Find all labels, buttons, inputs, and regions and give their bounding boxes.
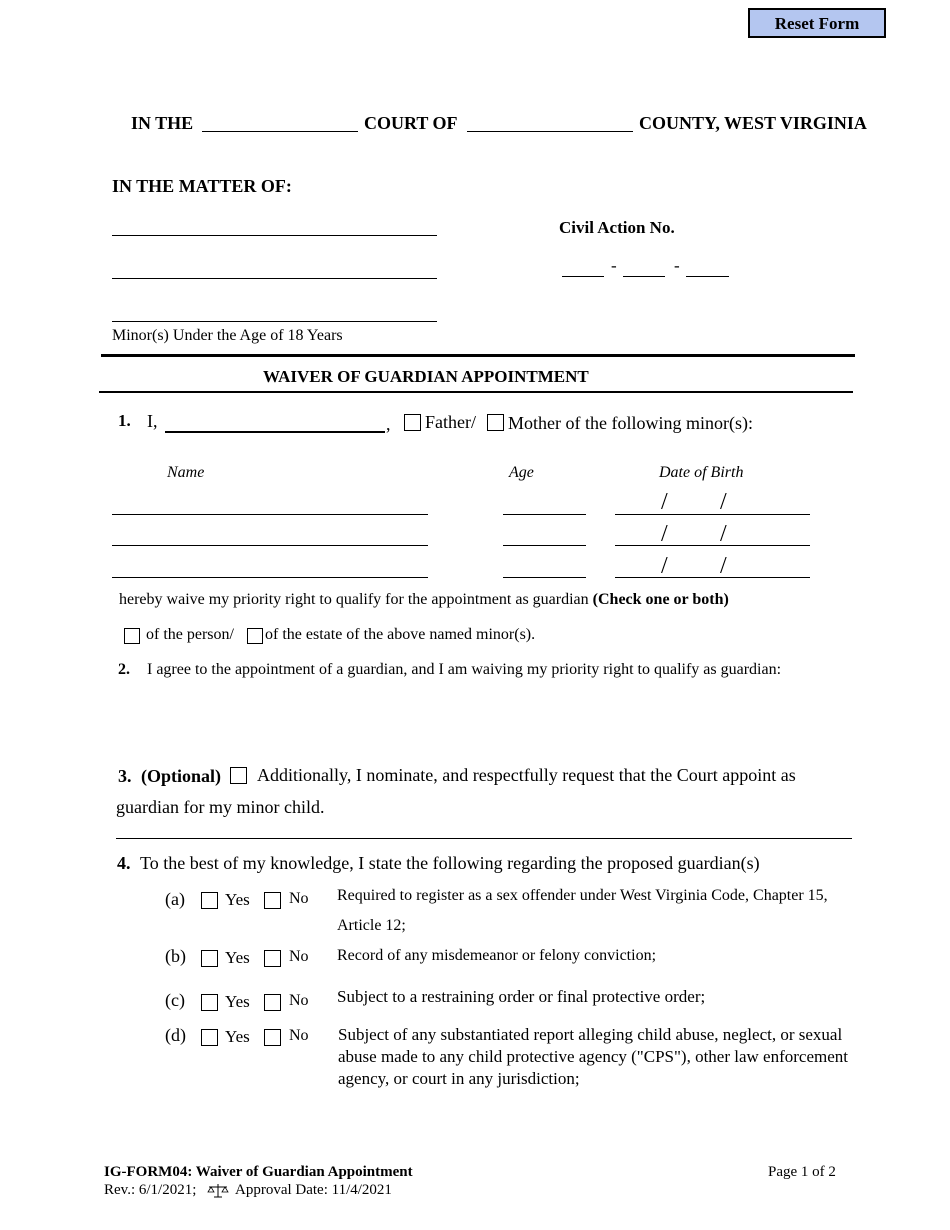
item-b-yes-checkbox[interactable]: [201, 950, 218, 967]
footer-page-number: Page 1 of 2: [768, 1164, 836, 1180]
caption-county-state: COUNTY, WEST VIRGINIA: [639, 113, 867, 133]
col-age-header: Age: [509, 464, 534, 481]
col-name-header: Name: [167, 464, 205, 481]
no-label: No: [289, 948, 309, 965]
no-label: No: [289, 992, 309, 1009]
civil-action-dash-1: -: [611, 256, 617, 275]
dob-separator: /: [661, 553, 668, 579]
section-4-intro: To the best of my knowledge, I state the following regarding the proposed guardian(s): [140, 853, 760, 873]
minor-row-dob-3[interactable]: [615, 577, 810, 578]
item-a-text-2: Article 12;: [337, 917, 406, 934]
caption-court-of: COURT OF: [364, 113, 458, 133]
item-d-yes-checkbox[interactable]: [201, 1029, 218, 1046]
item-d-text-3: agency, or court in any jurisdiction;: [338, 1069, 580, 1088]
parent-name-field[interactable]: [165, 431, 385, 433]
item-c-text: Subject to a restraining order or final protective order;: [337, 987, 706, 1006]
caption-in-the: IN THE: [131, 113, 194, 133]
yes-label: Yes: [225, 890, 250, 909]
waive-text: [119, 591, 729, 609]
minor-name-field-2[interactable]: [112, 278, 437, 279]
title-rule-bottom: [99, 391, 853, 393]
section-2-text: I agree to the appointment of a guardian, and I am waiving my priority right to qualify as guardian:: [147, 661, 782, 678]
form-title: WAIVER OF GUARDIAN APPOINTMENT: [263, 367, 589, 386]
minor-name-field-1[interactable]: [112, 235, 437, 236]
minor-row-name-1[interactable]: [112, 514, 428, 515]
county-name-field[interactable]: [467, 131, 633, 132]
minor-row-name-3[interactable]: [112, 577, 428, 578]
section-3-text-1: Additionally, I nominate, and respectfully request that the Court appoint as: [257, 765, 796, 785]
section-2-number: 2.: [118, 661, 130, 678]
matter-of-heading: IN THE MATTER OF:: [112, 176, 292, 196]
section-1-number: 1.: [118, 411, 131, 430]
item-d-letter: (d): [165, 1025, 186, 1045]
title-rule-top: [101, 354, 855, 357]
footer-approval: Approval Date: 11/4/2021: [235, 1182, 392, 1198]
optional-label: (Optional): [141, 766, 222, 786]
dob-separator: /: [661, 489, 668, 515]
item-d-text-2: abuse made to any child protective agency ("CPS"), other law enforcement: [338, 1047, 849, 1066]
item-c-yes-checkbox[interactable]: [201, 994, 218, 1011]
no-label: No: [289, 1027, 309, 1044]
person-checkbox[interactable]: [124, 628, 140, 644]
civil-action-field-1[interactable]: [562, 276, 604, 277]
nominate-checkbox[interactable]: [230, 767, 247, 784]
dob-separator: /: [720, 489, 727, 515]
item-b-letter: (b): [165, 946, 186, 966]
yes-label: Yes: [225, 1027, 250, 1046]
section-3-number: 3.: [118, 766, 132, 786]
civil-action-field-3[interactable]: [686, 276, 729, 277]
court-name-field[interactable]: [202, 131, 358, 132]
yes-label: Yes: [225, 948, 250, 967]
check-note: (Check one or both): [592, 591, 729, 608]
father-checkbox[interactable]: [404, 414, 421, 431]
minor-row-dob-1[interactable]: [615, 514, 810, 515]
footer-rev: Rev.: 6/1/2021;: [104, 1182, 197, 1198]
item-d-no-checkbox[interactable]: [264, 1029, 281, 1046]
item-c-letter: (c): [165, 990, 185, 1010]
father-label: Father/: [425, 412, 476, 432]
section-3-text-2: guardian for my minor child.: [116, 797, 325, 817]
minor-row-name-2[interactable]: [112, 545, 428, 546]
section-4-number: 4.: [117, 853, 131, 873]
minors-label: Minor(s) Under the Age of 18 Years: [112, 327, 343, 344]
minor-name-field-3[interactable]: [112, 321, 437, 322]
person-label: of the person/: [146, 626, 234, 643]
item-a-yes-checkbox[interactable]: [201, 892, 218, 909]
nominee-name-field[interactable]: [116, 838, 852, 839]
minor-row-age-3[interactable]: [503, 577, 586, 578]
item-a-letter: (a): [165, 889, 185, 909]
mother-label: Mother of the following minor(s):: [508, 413, 753, 433]
item-b-no-checkbox[interactable]: [264, 950, 281, 967]
minor-row-age-1[interactable]: [503, 514, 586, 515]
item-b-text: Record of any misdemeanor or felony conviction;: [337, 947, 657, 964]
minor-row-age-2[interactable]: [503, 545, 586, 546]
waive-text-body: hereby waive my priority right to qualify for the appointment as guardian: [119, 591, 589, 608]
minor-row-dob-2[interactable]: [615, 545, 810, 546]
item-a-no-checkbox[interactable]: [264, 892, 281, 909]
comma: ,: [386, 414, 391, 434]
col-dob-header: Date of Birth: [659, 464, 744, 481]
estate-label: of the estate of the above named minor(s).: [265, 626, 536, 643]
item-a-text-1: Required to register as a sex offender under West Virginia Code, Chapter 15,: [337, 887, 828, 904]
reset-form-button[interactable]: Reset Form: [748, 8, 886, 38]
dob-separator: /: [720, 521, 727, 547]
mother-checkbox[interactable]: [487, 414, 504, 431]
dob-separator: /: [720, 553, 727, 579]
civil-action-dash-2: -: [674, 256, 680, 275]
civil-action-label: Civil Action No.: [559, 218, 675, 237]
no-label: No: [289, 890, 309, 907]
footer-form-id: IG-FORM04: Waiver of Guardian Appointment: [104, 1164, 413, 1180]
item-d-text-1: Subject of any substantiated report alleging child abuse, neglect, or sexual: [338, 1025, 843, 1044]
guardian-waiver-text-area[interactable]: [118, 688, 838, 748]
scales-of-justice-icon: [207, 1183, 229, 1199]
item-c-no-checkbox[interactable]: [264, 994, 281, 1011]
i-label: I,: [147, 411, 158, 431]
estate-checkbox[interactable]: [247, 628, 263, 644]
civil-action-field-2[interactable]: [623, 276, 665, 277]
yes-label: Yes: [225, 992, 250, 1011]
dob-separator: /: [661, 521, 668, 547]
